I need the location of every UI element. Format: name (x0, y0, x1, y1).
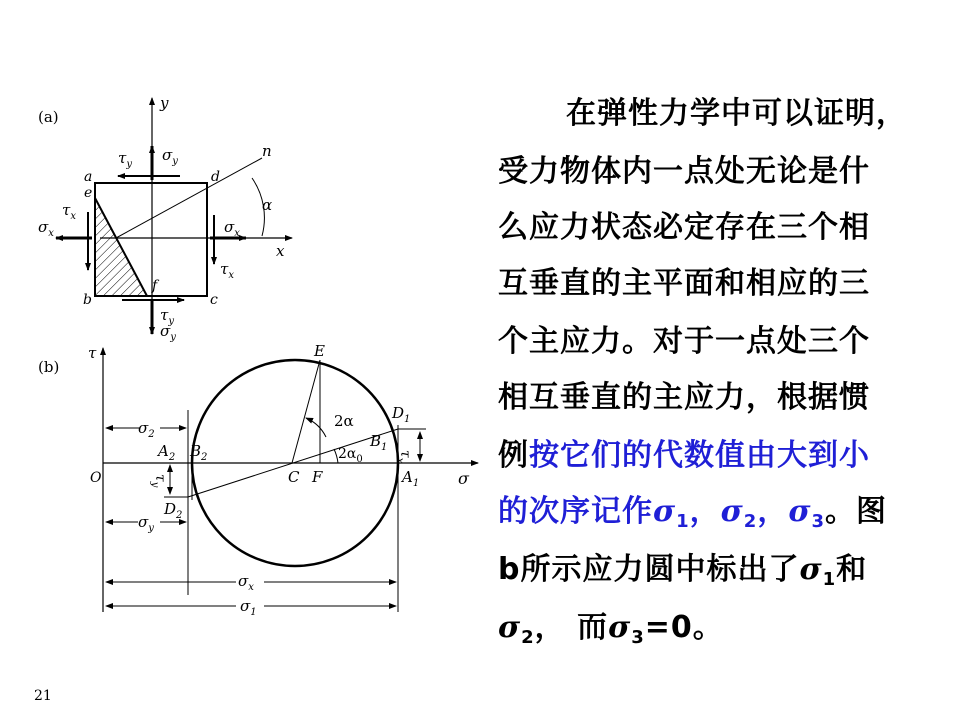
tau-y-top-label: $\tau_y$ (118, 149, 132, 170)
point-f: f (152, 278, 158, 294)
sigma-y-bottom-label: $\sigma_y$ (160, 322, 176, 343)
text-line-5: 个主应力。对于一点处三个 (498, 324, 870, 359)
sigma-x-left-label: $\sigma_x$ (38, 218, 54, 239)
page-number: 21 (34, 688, 52, 704)
point-d2-label: $D_2$ (164, 500, 183, 521)
point-a1-label: $A_1$ (402, 468, 420, 489)
sigma-x-dim-label: $\sigma_x$ (238, 572, 254, 593)
text-line-7-a: 例 (498, 438, 529, 473)
tau-x-left-label: $\tau_x$ (62, 201, 76, 222)
text-line-2: 受力物体内一点处无论是什 (498, 154, 870, 189)
point-b2-label: $B_2$ (190, 442, 208, 463)
point-c-label: C (288, 468, 300, 486)
ce-line (292, 360, 320, 463)
sigma1-dim-label: $\sigma_1$ (240, 597, 257, 618)
corner-a: a (84, 169, 93, 185)
two-alpha-arc (306, 418, 326, 437)
text-line-1: 在弹性力学中可以证明， (566, 96, 907, 131)
panel-b (38, 342, 478, 618)
sigma2-dim-label: $\sigma_2$ (138, 419, 155, 440)
two-alpha-label: 2α (334, 412, 354, 430)
corner-b: b (83, 292, 92, 308)
origin-label: O (90, 470, 102, 486)
tau-y-dim-label: $\tau_y$ (149, 474, 168, 488)
tau-x-right-label: $\tau_x$ (220, 260, 234, 281)
tau-x-dim-label: $\tau_x$ (394, 450, 413, 464)
text-line-9: b所示应力圆中标出了$\sigma_1$和 (498, 552, 868, 590)
text-line-8: 的次序记作$\sigma_1$，$\sigma_2$，$\sigma_3$。图 (498, 494, 887, 532)
alpha-label: α (262, 196, 273, 214)
point-d1-label: $D_1$ (392, 404, 411, 425)
sigma-x-right-label: $\sigma_x$ (224, 218, 240, 239)
normal-line (116, 158, 262, 238)
text-line-7-highlight: 按它们的代数值由大到小 (529, 438, 870, 473)
point-f-label: F (312, 468, 323, 486)
normal-label: n (262, 142, 272, 160)
sigma-axis-label: σ (458, 469, 469, 488)
y-axis-label: y (160, 94, 169, 112)
tau-y-bottom-label: $\tau_y$ (160, 306, 174, 327)
point-e: e (84, 185, 93, 201)
point-a2-label: $A_2$ (158, 442, 176, 463)
sigma-y-dim-label: $\sigma_y$ (138, 513, 154, 534)
point-e-label: E (314, 342, 325, 360)
panel-a (38, 94, 292, 343)
point-b1-label: $B_1$ (370, 432, 388, 453)
panel-a-label: (a) (38, 108, 59, 126)
stress-figure (0, 0, 480, 640)
text-line-7 (498, 432, 870, 480)
tau-axis-label: τ (88, 344, 97, 362)
text-line-3: 么应力状态必定存在三个相 (498, 210, 870, 245)
x-axis-label: x (276, 242, 285, 260)
text-line-6: 相互垂直的主应力，根据惯 (498, 380, 870, 415)
corner-d: d (211, 169, 220, 185)
text-line-4: 互垂直的主平面和相应的三 (498, 266, 870, 301)
sigma-y-top-label: $\sigma_y$ (162, 146, 178, 167)
corner-c: c (210, 292, 218, 308)
two-alpha0-label: $2\alpha_0$ (338, 446, 363, 465)
text-line-10: $\sigma_2$， 而$\sigma_3=0$。 (498, 610, 724, 648)
panel-b-label: (b) (38, 358, 60, 376)
